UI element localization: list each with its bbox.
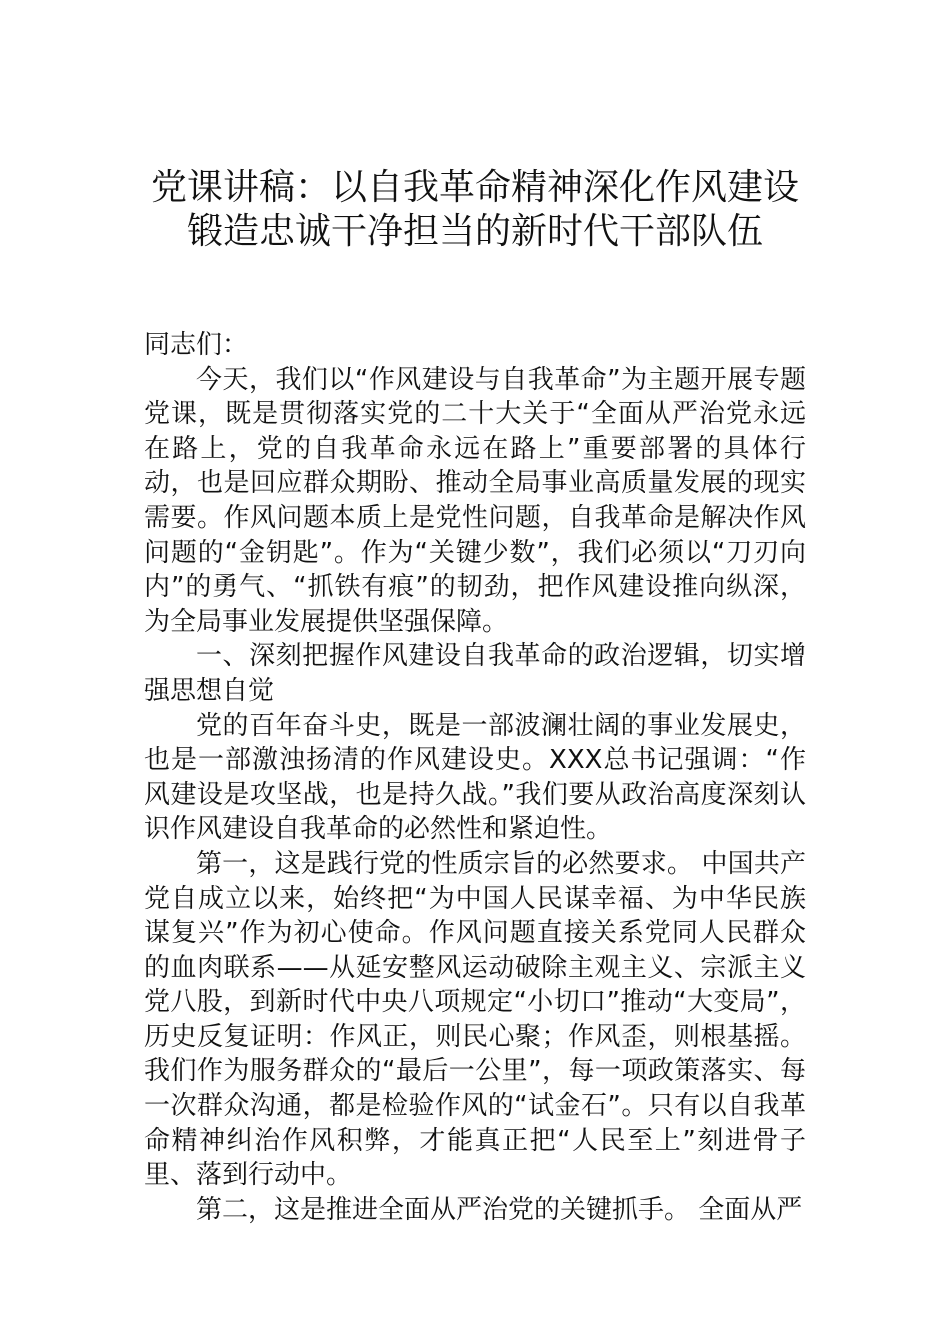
paragraph-history: 党的百年奋斗史，既是一部波澜壮阔的事业发展史，也是一部激浊扬清的作风建设史。XXX总书记强调：“作风建设是攻坚战，也是持久战。”我们要从政治高度深刻认识作风建设自我革命的必然性和紧迫性。	[144, 710, 806, 845]
paragraph-intro: 今天，我们以“作风建设与自我革命”为主题开展专题党课，既是贯彻落实党的二十大关于“全面从严治党永远在路上，党的自我革命永远在路上”重要部署的具体行动，也是回应群众期盼、推动全局事业高质量发展的现实需要。作风问题本质上是党性问题，自我革命是解决作风问题的“金钥匙”。作为“关键少数”，我们必须以“刀刃向内”的勇气、“抓铁有痕”的韧劲，把作风建设推向纵深，为全局事业发展提供坚强保障。	[144, 364, 806, 637]
salutation: 同志们：	[144, 330, 249, 360]
paragraph-point-2: 第二，这是推进全面从严治党的关键抓手。 全面从严	[196, 1194, 803, 1225]
paragraph-point-1: 第一，这是践行党的性质宗旨的必然要求。 中国共产党自成立以来，始终把“为中国人民谋幸福、为中华民族谋复兴”作为初心使命。作风问题直接关系党同人民群众的血肉联系——从延安整风运动破除主观主义、宗派主义党八股，到新时代中央八项规定“小切口”推动“大变局”，历史反复证明：作风正，则民心聚；作风歪，则根基摇。我们作为服务群众的“最后一公里”，每一项政策落实、每一次群众沟通，都是检验作风的“试金石”。只有以自我革命精神纠治作风积弊，才能真正把“人民至上”刻进骨子里、落到行动中。	[144, 848, 806, 1191]
section-heading-1: 一、深刻把握作风建设自我革命的政治逻辑，切实增强思想自觉	[144, 641, 806, 706]
document-title-line-1: 党课讲稿：以自我革命精神深化作风建设	[150, 167, 799, 208]
document-title-line-2: 锻造忠诚干净担当的新时代干部队伍	[186, 211, 763, 252]
document-body	[144, 328, 806, 1227]
